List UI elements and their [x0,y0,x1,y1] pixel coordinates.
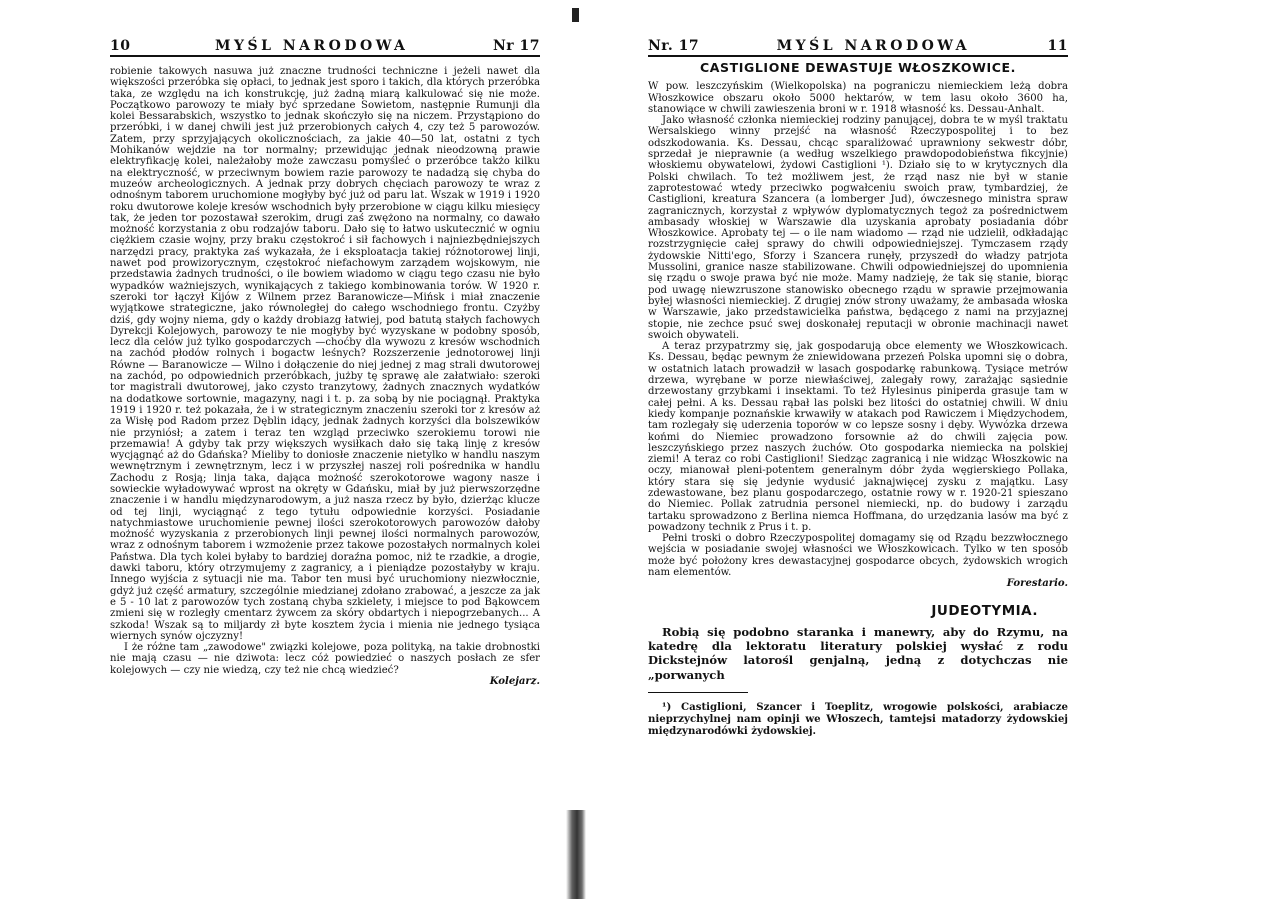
footnote-rule [648,692,748,693]
header-rule [648,55,1068,57]
scan-artifact [572,8,579,22]
right-running-head [648,32,1068,54]
right-body [648,62,1068,737]
left-issue-number: Nr 17 [492,38,540,54]
article-paragraph: Robią się podobno staranka i manewry, aby do Rzymu, na katedrę dla lektoratu literatury polskiej wysłać z rodu Dickstejnów latorośl genjalną, jedną z dotychczas nie „porwanych [648,624,1068,682]
article-paragraph: Jako własność członka niemieckiej rodziny panującej, dobra te w myśl traktatu Wersalskiego winny przejść na własność Rzeczypospolitej i to bez odszkodowania. Ks. Dessau, chcąc sparaliżować uprawniony sekwestr dóbr, sprzedał je nieprawnie (a według wszelkiego prawdopodobieństwa fikcyjnie) włoskiemu obywatelowi, żydowi Castiglioni ¹). Działo się to w krytycznych dla Polski chwilach. To też możliwem jest, że rząd nasz nie był w stanie zaprotestować wtedy przeciwko pogwałceniu swoich praw, tymbardziej, że Castiglioni, kreatura Szancera (a lomberger Jud), ówczesnego ministra spraw zagranicznych, korzystał z wpływów dyplomatycznych tegoż za pośrednictwem ambasady włoskiej w Warszawie dla uzyskania aprobaty posiadania dóbr Włoszkowice. Aprobaty tej — o ile nam wiadomo — rząd nie udzielił, odkładając rozstrzygnięcie całej sprawy do chwili odpowiedniejszej. Tymczasem rządy żydowskie Nitti'ego, Sforzy i Szancera runęły, przyszedł do władzy patrjota Mussolini, granice nasze stabilizowane. Chwili odpowiedniejszej do upomnienia się rządu o swoje prawa być nie może. Mamy nadzieję, że tak się stanie, biorąc pod uwagę niewzruszone stanowisko obecnego rządu w sprawie przejmowania byłej własności niemieckiej. Z drugiej znów strony uważamy, że ambasada włoska w Warszawie, jako przedstawicielka państwa, będącego z nami na przyjaznej stopie, nie zechce psuć swej doskonałej reputacji w obronie machinacji nawet swoich obywateli. [648,115,1068,341]
left-running-title: MYŚL NARODOWA [215,38,409,54]
left-paragraph: robienie takowych nasuwa już znaczne trudności techniczne i jeżeli nawet dla większości przeróbka się opłaci, to jednak jest sporo i takich, dla których przeróbka taka, ze względu na ich konstrukcję, już żadną miarą kalkulować się nie może. Początkowo parowozy te miały być sprzedane Sowietom, następnie Rumunji dla kolei Bessarabskich, wszystko to jednak skończyło się na niczem. Przystąpiono do przeróbki, i w danej chwili jest już przerobionych całych 4, czy też 5 parowozów. Zatem, przy sprzyjających okolicznościach, za jakie 40—50 lat, ostatni z tych Mohikanów wejdzie na tor normalny; przewidując jednak nieodzowną prawie elektryfikację kolei, należałoby może zawczasu pomyśleć o przeróbce takżo kilku na elektryczność, w przeciwnym bowiem razie parowozy te nadadzą się chyba do muzeów archeologicznych. A jednak przy dobrych chęciach parowozy te wraz z odnośnym taborem uruchomione mogłyby być już od paru lat. Wszak w 1919 i 1920 roku dwutorowe koleje kresów wschodnich były przerobione w ciągu kilku miesięcy tak, że jeden tor pozostawał szerokim, drugi zaś zwężono na normalny, co dawało możność korzystania z obu rodzajów taboru. Dało się to łatwo uskutecznić w ogniu ciężkiem czasie wojny, przy braku częstokroć i sił fachowych i najniezbędniejszych narzędzi pracy, praktyka zaś wykazała, że i eksploatacja takiej różnotorowej linji, nawet pod prowizorycznym, częstokroć niefachowym zarządem wojskowym, nie przedstawia żadnych trudności, o ile bowiem wiadomo w ciągu tego czasu nie było wypadków ważniejszych, wynikających z takiego kombinowania torów. W 1920 r. szeroki tor łączył Kijów z Wilnem przez Baranowicze—Mińsk i miał znaczenie wyjątkowe strategiczne, jako równoległej do całego wschodniego frontu. Czyżby dziś, gdy wojny niema, gdy o każdy drobiazg łatwiej, pod batutą stałych fachowych Dyrekcji Kolejowych, parowozy te nie mogłyby być wyzyskane w podobny sposób, lecz dla celów już tylko gospodarczych —choćby dla wywozu z kresów wschodnich na zachód płodów rolnych i bogactw leśnych? Rozszerzenie jednotorowej linji Równe — Baranowicze — Wilno i dołączenie do niej jednej z mag strali dwutorowej na zachód, po odpowiednich przeróbkach, jużby tę sprawę ale załatwiało: szeroki tor magistrali dwutorowej, jako czysto tranzytowy, żadnych znacznych wydatków na dodatkowe sortownie, magazyny, nagi i t. p. za sobą by nie pociągnął. Praktyka 1919 i 1920 r. też pokazała, że i w strategicznym znaczeniu szeroki tor z kresów aż za Wisłę pod Radom przez Dęblin idący, jednak żadnych korzyści dla bolszewików nie przyniósł; a zatem i teraz ten wzgląd przeciwko szerokiemu torowi nie przemawia! A gdyby tak przy większych wysiłkach dało się taką linję z kresów wycjągnąć aż do Gdańska? Mieliby to doniosłe znaczenie nietylko w handlu naszym wewnętrznym i zewnętrznym, lecz i w przyszłej naszej roli pośrednika w handlu Zachodu z Rosją; linja taka, dająca możność szerokotorowe wagony nasze i sowieckie wyładowywać wprost na okręty w Gdańsku, miał by już pierwszorzędne znaczenie i w handlu międzynarodowym, a już nasza rzecz by było, dzierżąc klucze od tej linji, wyciągnąć z tego tytułu odpowiednie korzyści. Posiadanie natychmiastowe uruchomienie pewnej ilości szerokotorowych parowozów dałoby możność wyzyskania z przerobionych linji pewnej ilości normalnych parowozów, wraz z odnośnym taborem i wzmożenie przez takowe pozostałych normalnych kolei Państwa. Dla tych kolei byłaby to bardziej doraźna pomoc, niż te rzadkie, a drogie, dawki taboru, który otrzymujemy z zagranicy, a i pieniądze pozostałyby w kraju. Innego wyjścia z sytuacji nie ma. Tabor ten musi być uruchomiony niezwłocznie, gdyż już część armatury, szczególnie miedzianej zdołano zrabować, a jeszcze za jak e 5 - 10 lat z parowozów tych zostaną chyba szkielety, i miejsce to pod Bąkowcem zmieni się w rozległy cmentarz żywcem za skóry obdartych i niepogrzebanych... A szkoda! Wszak są to miljardy zł byte kosztem życia i mienia nie jednego tysiąca wiernych synów ojczyzny! [110,66,540,642]
binding-shadow [566,810,586,899]
footnote [648,701,1068,737]
article-paragraph: W pow. leszczyńskim (Wielkopolska) na pograniczu niemieckiem leżą dobra Włoszkowice obszaru około 5000 hektarów, w tem lasu około 3600 ha, stanowiące w chwili zawieszenia broni w r. 1918 własność ks. Dessau-Anhalt. [648,81,1068,115]
right-issue-number: Nr. 17 [648,38,700,54]
article-title: CASTIGLIONE DEWASTUJE WŁOSZKOWICE. [699,60,1017,75]
article-body [648,625,1068,682]
left-paragraph: I że różne tam „zawodowe" związki kolejowe, poza polityką, na takie drobnostki nie mają czasu — nie dziwota: lecz cóż powiedzieć o naszych posłach ze sfer kolejowych — czy nie wiedzą, czy też nie chcą wiedzieć? [110,642,540,676]
header-rule [110,55,540,57]
left-body [110,66,540,687]
article-paragraph: Pełni troski o dobro Rzeczypospolitej domagamy się od Rządu bezzwłocznego wejścia w posiadanie swojej własności we Włoszkowicach. Tylko w ten sposób może być położony kres dewastacyjnej gospodarce obcych, żydowskich wrogich nam elementów. [648,533,1068,579]
footnote-text: ¹) Castiglioni, Szancer i Toeplitz, wrogowie polskości, arabiacze nieprzychylnej nam opinji we Włoszech, tamtejsi matadorzy żydowskiej międzynarodówki żydowskiej. [648,700,1068,737]
left-signature: Kolejarz. [489,676,540,688]
left-running-head [110,32,540,54]
right-page-number: 11 [1047,38,1068,54]
article-paragraph: A teraz przypatrzmy się, jak gospodarują obce elementy we Włoszkowicach. Ks. Dessau, będąc pewnym że zniewidowana przezeń Polska upomni się o dobra, w ostatnich latach prowadził w lasach gospodarkę rabunkową. Tysiące metrów drzewa, wyrębane w porze niewłaściwej, zalegały rowy, zarażając sąsiednie drzewostany grzybkami i insektami. To też Hylesinus piniperda grasuje tam w całej pełni. A ks. Dessau rąbał las polski bez litości do ostatniej chwili. W dniu kiedy kompanje poznańskie krwawiły w atakach pod Rawiczem i Międzychodem, tam rozlegały się uderzenia toporów w co lepsze sosny i dęby. Wywózka drzewa końmi do Niemiec prowadzono forsownie aż do chwili zajęcia pow. leszczyńskiego przez naszych żuchów. Oto gospodarka niemiecka na polskiej ziemi! A teraz co robi Castiglioni! Siedząc zagranicą i nie widząc Włoszkowic na oczy, mianował pleni-potentem generalnym dóbr żyda węgierskiego Pollaka, który stara się się jedynie wydusić jaknajwięcej zysku z majątku. Lasy zdewastowane, bez planu gospodarczego, ostatnie rowy w r. 1920-21 spieszano do Niemiec. Pollak zatrudnia personel niemiecki, np. do budowy i zarządu tartaku sprowadzono z Berlina niemca Hoffmana, do urzędzania lasów ma być z powadzony technik z Prus i t. p. [648,341,1068,533]
right-running-title: MYŚL NARODOWA [776,38,970,54]
article-signature: Forestario. [1006,578,1068,590]
left-page-number: 10 [110,38,131,54]
article-title: JUDEOTYMIA. [931,602,1038,619]
